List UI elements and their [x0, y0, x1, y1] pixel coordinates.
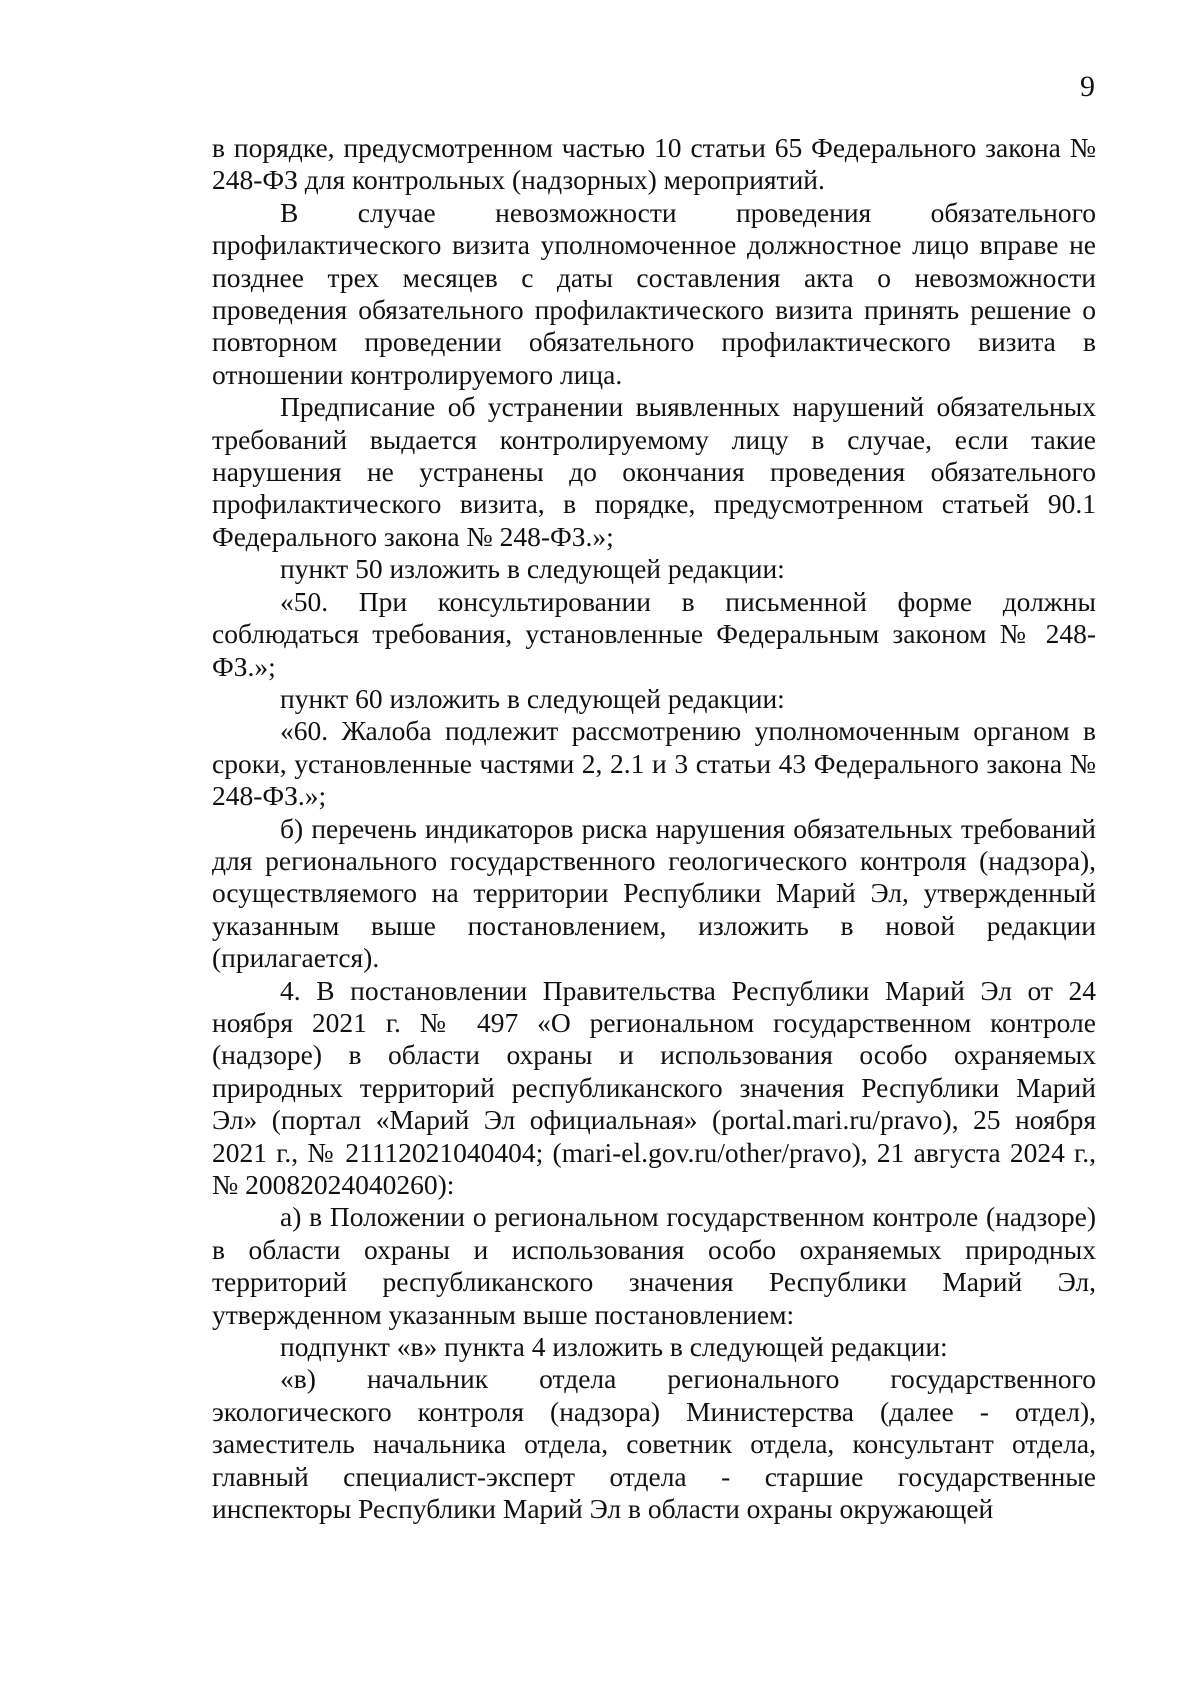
page-number: 9 — [1080, 70, 1095, 103]
document-body — [212, 132, 1096, 1525]
paragraph-7: «60. Жалоба подлежит рассмотрению уполномоченным органом в сроки, установленные частями 2, 2.1 и 3 статьи 43 Федерального закона № 248-ФЗ.»; — [212, 715, 1096, 812]
paragraph-10: а) в Положении о региональном государственном контроле (надзоре) в области охраны и использования особо охраняемых природных территорий республиканского значения Республики Марий Эл, утвержденном указанным выше постановлением: — [212, 1201, 1096, 1330]
paragraph-4: пункт 50 изложить в следующей редакции: — [280, 553, 785, 585]
paragraph-5: «50. При консультировании в письменной форме должны соблюдаться требования, установленные Федеральным законом № 248-ФЗ.»; — [212, 585, 1096, 682]
paragraph-12: «в) начальник отдела регионального государственного экологического контроля (надзора) Министерства (далее - отдел), заместитель начальника отдела, советник отдела, консультант отдела, главный специалист-эксперт отдела - старшие государственные инспекторы Республики Марий Эл в области охраны окружающей — [212, 1363, 1096, 1525]
paragraph-8: б) перечень индикаторов риска нарушения обязательных требований для регионального государственного геологического контроля (надзора), осуществляемого на территории Республики Марий Эл, утвержденный указанным выше постановлением, изложить в новой редакции (прилагается). — [212, 812, 1096, 974]
paragraph-9: 4. В постановлении Правительства Республики Марий Эл от 24 ноября 2021 г. № 497 «О региональном государственном контроле (надзоре) в области охраны и использования особо охраняемых природных территорий республиканского значения Республики Марий Эл» (портал «Марий Эл официальная» (portal.mari.ru/pravo), 25 ноября 2021 г., № 21112021040404; (mari-el.gov.ru/other/pravo), 21 августа 2024 г., № 20082024040260): — [212, 974, 1096, 1200]
paragraph-6: пункт 60 изложить в следующей редакции: — [280, 682, 785, 714]
paragraph-1: в порядке, предусмотренном частью 10 статьи 65 Федерального закона № 248-ФЗ для контрольных (надзорных) мероприятий. — [212, 132, 1096, 196]
paragraph-2: В случае невозможности проведения обязательного профилактического визита уполномоченное должностное лицо вправе не позднее трех месяцев с даты составления акта о невозможности проведения обязательного профилактического визита принять решение о повторном проведении обязательного профилактического визита в отношении контролируемого лица. — [212, 196, 1096, 390]
paragraph-3: Предписание об устранении выявленных нарушений обязательных требований выдается контролируемому лицу в случае, если такие нарушения не устранены до окончания проведения обязательного профилактического визита, в порядке, предусмотренном статьей 90.1 Федерального закона № 248-ФЗ.»; — [212, 391, 1096, 552]
paragraph-11: подпункт «в» пункта 4 изложить в следующей редакции: — [280, 1331, 948, 1363]
